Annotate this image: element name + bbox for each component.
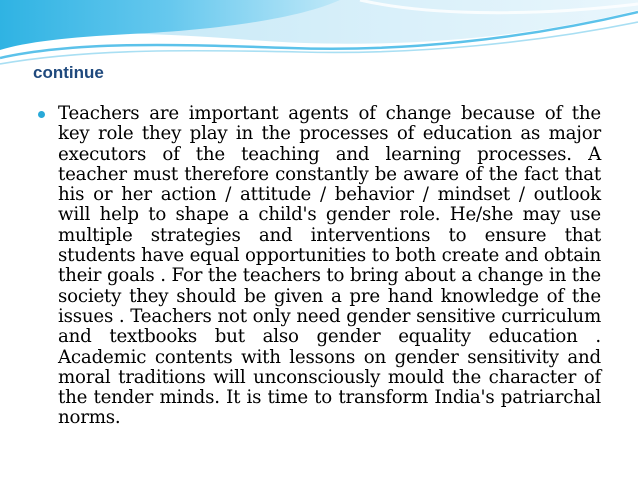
slide-title: continue bbox=[33, 63, 104, 82]
list-item bbox=[38, 104, 601, 429]
bullet-dot-icon bbox=[38, 111, 45, 118]
bullet-list bbox=[38, 104, 601, 429]
bullet-text: Teachers are important agents of change because of the key role they play in the processes of education as major executors of the teaching and learning processes. A teacher must therefore constantly be aware of the fact that his or her action / attitude / behavior / mindset / outlook will help to shape a child's gender role. He/she may use multiple strategies and interventions to ensure that students have equal opportunities to both create and obtain their goals . For the teachers to bring about a change in the society they should be given a pre hand knowledge of the issues . Teachers not only need gender sensitive curriculum and textbooks but also gender equality education . Academic contents with lessons on gender sensitivity and moral traditions will unconsciously mould the character of the tender minds. It is time to transform India's patriarchal norms. bbox=[58, 103, 601, 429]
